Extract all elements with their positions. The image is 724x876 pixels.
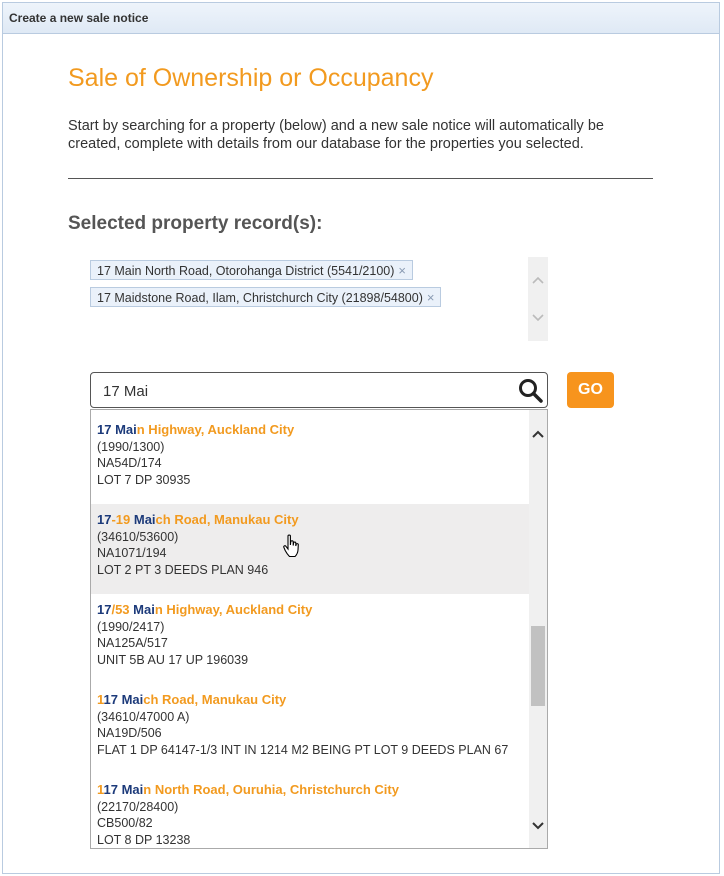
scrollbar-thumb[interactable] [531,626,545,706]
selected-records-heading: Selected property record(s): [68,213,323,234]
chip-label: 17 Maidstone Road, Ilam, Christchurch City (21898/54800) [97,291,423,305]
chevron-up-icon[interactable] [532,275,544,287]
result-detail-line: (1990/1300) [97,439,165,454]
search-result-item[interactable] [91,504,529,594]
selected-record-chip[interactable] [90,287,441,307]
result-address: 117 Maich Road, Manukau City [97,692,287,707]
result-address: 17/53 Main Highway, Auckland City [97,602,313,617]
divider [68,178,653,179]
result-detail-line: NA19D/506 [97,726,162,740]
search-result-item[interactable] [91,414,529,504]
result-detail-line: (34610/53600) [97,529,179,544]
property-search-box[interactable] [90,372,548,408]
result-detail-line: LOT 7 DP 30935 [97,472,191,487]
results-scrollbar[interactable] [529,410,547,848]
result-detail-line: FLAT 1 DP 64147-1/3 INT IN 1214 M2 BEING PT LOT 9 DEEDS PLAN 67 [97,742,509,757]
chevron-down-icon[interactable] [532,819,544,831]
window-title: Create a new sale notice [3,3,719,34]
chevron-down-icon[interactable] [532,311,544,323]
hand-cursor-icon [283,534,301,558]
remove-icon[interactable]: × [398,263,406,278]
result-detail-line: UNIT 5B AU 17 UP 196039 [97,652,249,667]
result-detail-line: LOT 2 PT 3 DEEDS PLAN 946 [97,562,269,577]
result-detail-line: NA54D/174 [97,456,162,470]
search-icon[interactable] [517,377,545,405]
chip-label: 17 Main North Road, Otorohanga District (5541/2100) [97,264,395,278]
result-detail-line: NA125A/517 [97,636,168,650]
result-address: 17 Main Highway, Auckland City [97,422,295,437]
search-results-dropdown [90,409,548,849]
selected-record-chip[interactable] [90,260,413,280]
search-result-item[interactable] [91,594,529,684]
result-address: 117 Main North Road, Ouruhia, Christchurch City [97,782,399,797]
result-detail-line: CB500/82 [97,816,153,830]
result-detail-line: NA1071/194 [97,546,167,560]
search-input[interactable] [101,379,505,403]
search-result-item[interactable] [91,774,529,849]
result-detail-line: (1990/2417) [97,619,165,634]
result-detail-line: (34610/47000 A) [97,709,190,724]
go-button[interactable]: GO [567,372,614,408]
page-title: Sale of Ownership or Occupancy [68,64,434,92]
selected-records-list [88,257,548,341]
selected-list-scrollbar[interactable] [528,257,548,341]
result-detail-line: (22170/28400) [97,799,179,814]
result-address: 17-19 Maich Road, Manukau City [97,512,299,527]
intro-text: Start by searching for a property (below) and a new sale notice will automatically be created, complete with details from our database for the properties you selected. [68,118,604,152]
chevron-up-icon[interactable] [532,429,544,441]
remove-icon[interactable]: × [426,290,435,305]
search-result-item[interactable] [91,684,529,774]
result-detail-line: LOT 8 DP 13238 [97,832,191,847]
